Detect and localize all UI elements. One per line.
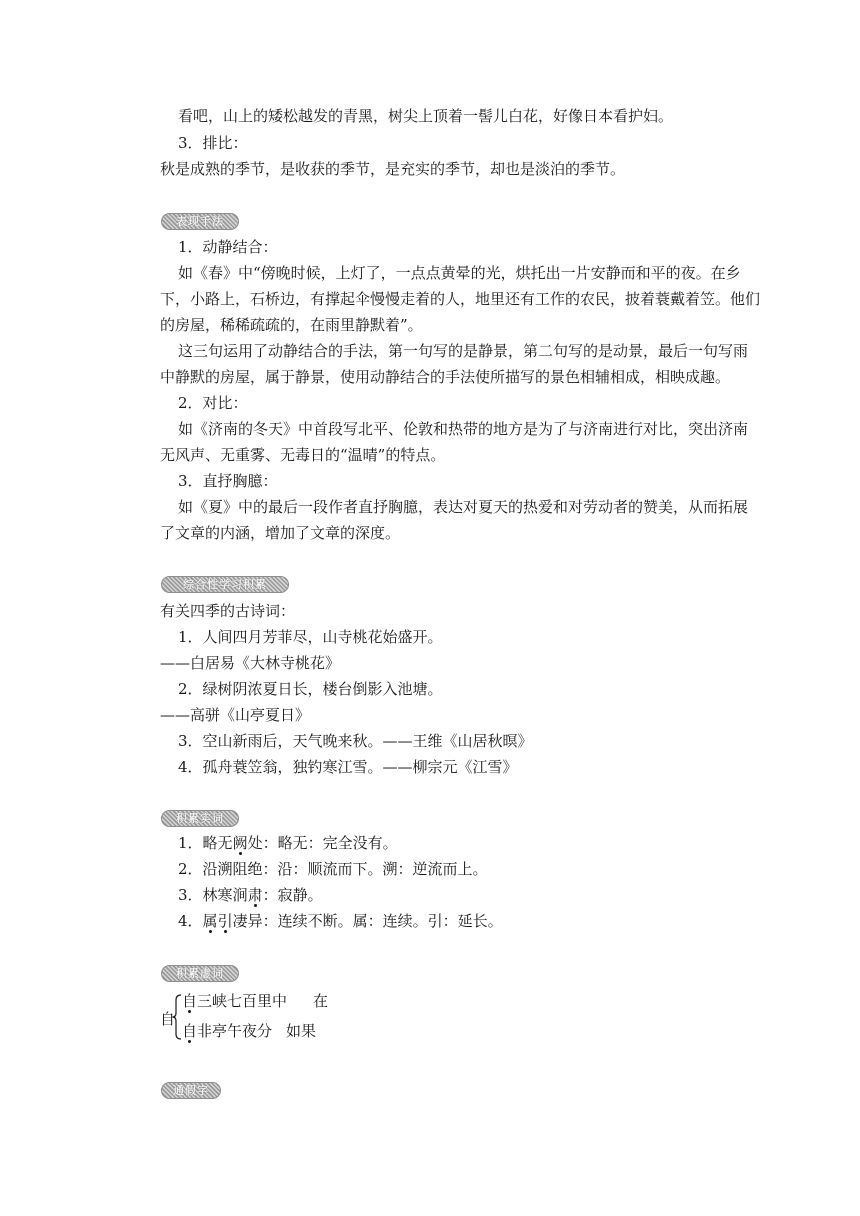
function-word-char: 自 bbox=[160, 1010, 176, 1028]
section-heading-techniques: 表现手法 bbox=[161, 213, 239, 230]
function-word-row bbox=[182, 1018, 316, 1044]
item-title: 3．排比： bbox=[178, 134, 248, 152]
dotted-char: 属 bbox=[202, 912, 218, 930]
entry-num: 4． bbox=[178, 912, 203, 930]
dotted-char: 阙 bbox=[232, 834, 248, 852]
word-entry: 2．沿溯阻绝：沿：顺流而下。溯：逆流而上。 bbox=[178, 860, 488, 878]
item-title: 2．对比： bbox=[178, 394, 248, 412]
item-title: 1．动静结合： bbox=[178, 238, 278, 256]
entry-def: 凄异：连续不断。属：连续。引：延长。 bbox=[232, 912, 503, 930]
section-heading-comprehensive: 综合性学习积累 bbox=[161, 576, 289, 593]
entry-num: 3． bbox=[178, 886, 203, 904]
poem-source: ——白居易《大林寺桃花》 bbox=[160, 654, 341, 672]
text-line: 有关四季的古诗词： bbox=[160, 602, 296, 620]
dotted-char: 自 bbox=[182, 1022, 198, 1040]
dotted-char: 自 bbox=[182, 992, 198, 1010]
dotted-char: 引 bbox=[217, 912, 233, 930]
text-line: 下，小路上，石桥边，有撑起伞慢慢走着的人，地里还有工作的农民，披着蓑戴着笠。他们 bbox=[160, 290, 761, 308]
usage-meaning: 在 bbox=[313, 992, 329, 1010]
text-line: 这三句运用了动静结合的手法，第一句写的是静景，第二句写的是动景，最后一句写雨 bbox=[178, 342, 749, 360]
poem-line: 1．人间四月芳菲尽，山寺桃花始盛开。 bbox=[178, 628, 443, 646]
text-line: 的房屋，稀稀疏疏的，在雨里静默着”。 bbox=[160, 316, 423, 334]
usage-text: 非亭午夜分 bbox=[197, 1022, 273, 1040]
word-entry bbox=[178, 908, 503, 934]
poem-line: 3．空山新雨后，天气晚来秋。——王维《山居秋暝》 bbox=[178, 732, 533, 750]
text-line: 如《夏》中的最后一段作者直抒胸臆，表达对夏天的热爱和对劳动者的赞美，从而拓展 bbox=[178, 498, 749, 516]
entry-word: 林寒涧 bbox=[202, 886, 248, 904]
text-line: 如《济南的冬天》中首段写北平、伦敦和热带的地方是为了与济南进行对比，突出济南 bbox=[178, 420, 749, 438]
text-line: 如《春》中“傍晚时候，上灯了，一点点黄晕的光，烘托出一片安静而和平的夜。在乡 bbox=[178, 264, 741, 282]
word-entry bbox=[178, 882, 323, 908]
item-title: 3．直抒胸臆： bbox=[178, 472, 278, 490]
usage-text: 三峡七百里中 bbox=[197, 992, 288, 1010]
usage-meaning: 如果 bbox=[286, 1022, 317, 1040]
function-word-row bbox=[182, 988, 328, 1014]
dotted-char: 肃 bbox=[247, 886, 263, 904]
section-heading-words: 积累实词 bbox=[161, 810, 239, 827]
brace-icon bbox=[172, 994, 182, 1040]
text-line: 了文章的内涵，增加了文章的深度。 bbox=[160, 524, 401, 542]
section-heading-tongjia: 通假字 bbox=[161, 1082, 221, 1099]
text-line: 无风声、无重雾、无毒日的“温晴”的特点。 bbox=[160, 446, 446, 464]
poem-line: 2．绿树阴浓夏日长，楼台倒影入池塘。 bbox=[178, 680, 443, 698]
entry-def: ：寂静。 bbox=[262, 886, 323, 904]
text-line: 中静默的房屋，属于静景，使用动静结合的手法使所描写的景色相辅相成，相映成趣。 bbox=[160, 368, 731, 386]
entry-word: 略无 bbox=[202, 834, 233, 852]
text-line: 看吧，山上的矮松越发的青黑，树尖上顶着一髻儿白花，好像日本看护妇。 bbox=[178, 107, 674, 125]
poem-line: 4．孤舟蓑笠翁，独钓寒江雪。——柳宗元《江雪》 bbox=[178, 758, 518, 776]
text-line: 秋是成熟的季节，是收获的季节，是充实的季节，却也是淡泊的季节。 bbox=[160, 160, 626, 178]
entry-num: 1． bbox=[178, 834, 203, 852]
poem-source: ——高骈《山亭夏日》 bbox=[160, 706, 311, 724]
word-entry bbox=[178, 830, 398, 856]
entry-def: 处：略无：完全没有。 bbox=[247, 834, 398, 852]
section-heading-function-words: 积累虚词 bbox=[161, 965, 239, 982]
